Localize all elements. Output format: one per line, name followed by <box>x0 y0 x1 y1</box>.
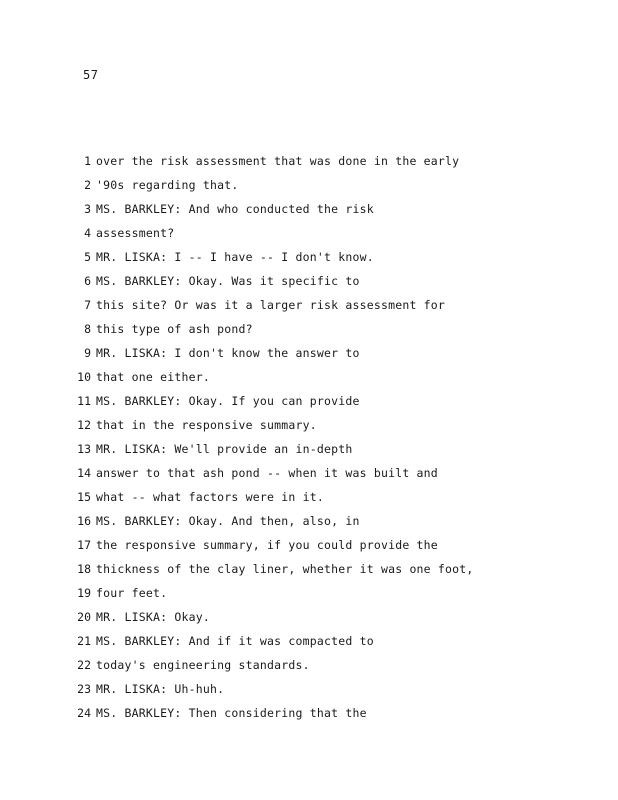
transcript-line <box>0 200 618 224</box>
line-text: four feet. <box>96 586 168 600</box>
transcript-line <box>0 224 618 248</box>
line-number: 2 <box>84 178 91 192</box>
transcript-line <box>0 392 618 416</box>
line-text: '90s regarding that. <box>96 178 239 192</box>
line-text: MR. LISKA: I don't know the answer to <box>96 346 360 360</box>
transcript-line <box>0 584 618 608</box>
transcript-line <box>0 248 618 272</box>
line-text: MS. BARKLEY: Then considering that the <box>96 706 367 720</box>
line-number: 21 <box>77 634 91 648</box>
line-text: MR. LISKA: I -- I have -- I don't know. <box>96 250 374 264</box>
line-text: thickness of the clay liner, whether it was one foot, <box>96 562 474 576</box>
transcript-line <box>0 464 618 488</box>
transcript-line <box>0 176 618 200</box>
transcript-line <box>0 608 618 632</box>
line-number: 16 <box>77 514 91 528</box>
transcript-line <box>0 656 618 680</box>
line-number: 18 <box>77 562 91 576</box>
line-text: MS. BARKLEY: And if it was compacted to <box>96 634 374 648</box>
line-text: the responsive summary, if you could provide the <box>96 538 438 552</box>
line-text: what -- what factors were in it. <box>96 490 324 504</box>
transcript-body <box>0 152 618 728</box>
line-text: MR. LISKA: Okay. <box>96 610 210 624</box>
line-text: that in the responsive summary. <box>96 418 317 432</box>
line-number: 13 <box>77 442 91 456</box>
line-number: 15 <box>77 490 91 504</box>
line-text: answer to that ash pond -- when it was built and <box>96 466 438 480</box>
line-number: 19 <box>77 586 91 600</box>
transcript-line <box>0 368 618 392</box>
line-number: 24 <box>77 706 91 720</box>
transcript-line <box>0 296 618 320</box>
transcript-line <box>0 536 618 560</box>
line-text: this type of ash pond? <box>96 322 253 336</box>
line-text: MR. LISKA: Uh-huh. <box>96 682 225 696</box>
line-number: 22 <box>77 658 91 672</box>
line-number: 8 <box>84 322 91 336</box>
transcript-line <box>0 344 618 368</box>
line-number: 14 <box>77 466 91 480</box>
transcript-line <box>0 632 618 656</box>
transcript-line <box>0 560 618 584</box>
line-text: assessment? <box>96 226 175 240</box>
line-text: today's engineering standards. <box>96 658 310 672</box>
transcript-line <box>0 440 618 464</box>
line-number: 12 <box>77 418 91 432</box>
page-number: 57 <box>83 68 99 82</box>
transcript-line <box>0 416 618 440</box>
transcript-line <box>0 488 618 512</box>
line-number: 5 <box>84 250 91 264</box>
line-number: 7 <box>84 298 91 312</box>
line-text: MS. BARKLEY: Okay. If you can provide <box>96 394 360 408</box>
line-number: 10 <box>77 370 91 384</box>
line-number: 4 <box>84 226 91 240</box>
line-text: this site? Or was it a larger risk assessment for <box>96 298 446 312</box>
line-number: 3 <box>84 202 91 216</box>
transcript-line <box>0 152 618 176</box>
line-number: 1 <box>84 154 91 168</box>
transcript-line <box>0 704 618 728</box>
line-number: 6 <box>84 274 91 288</box>
transcript-line <box>0 680 618 704</box>
transcript-line <box>0 272 618 296</box>
line-number: 11 <box>77 394 91 408</box>
line-text: MS. BARKLEY: And who conducted the risk <box>96 202 374 216</box>
line-text: that one either. <box>96 370 210 384</box>
line-text: MR. LISKA: We'll provide an in-depth <box>96 442 353 456</box>
line-number: 17 <box>77 538 91 552</box>
transcript-line <box>0 512 618 536</box>
line-text: MS. BARKLEY: Okay. Was it specific to <box>96 274 360 288</box>
line-text: over the risk assessment that was done in the early <box>96 154 460 168</box>
line-number: 9 <box>84 346 91 360</box>
line-number: 20 <box>77 610 91 624</box>
transcript-line <box>0 320 618 344</box>
line-number: 23 <box>77 682 91 696</box>
line-text: MS. BARKLEY: Okay. And then, also, in <box>96 514 360 528</box>
